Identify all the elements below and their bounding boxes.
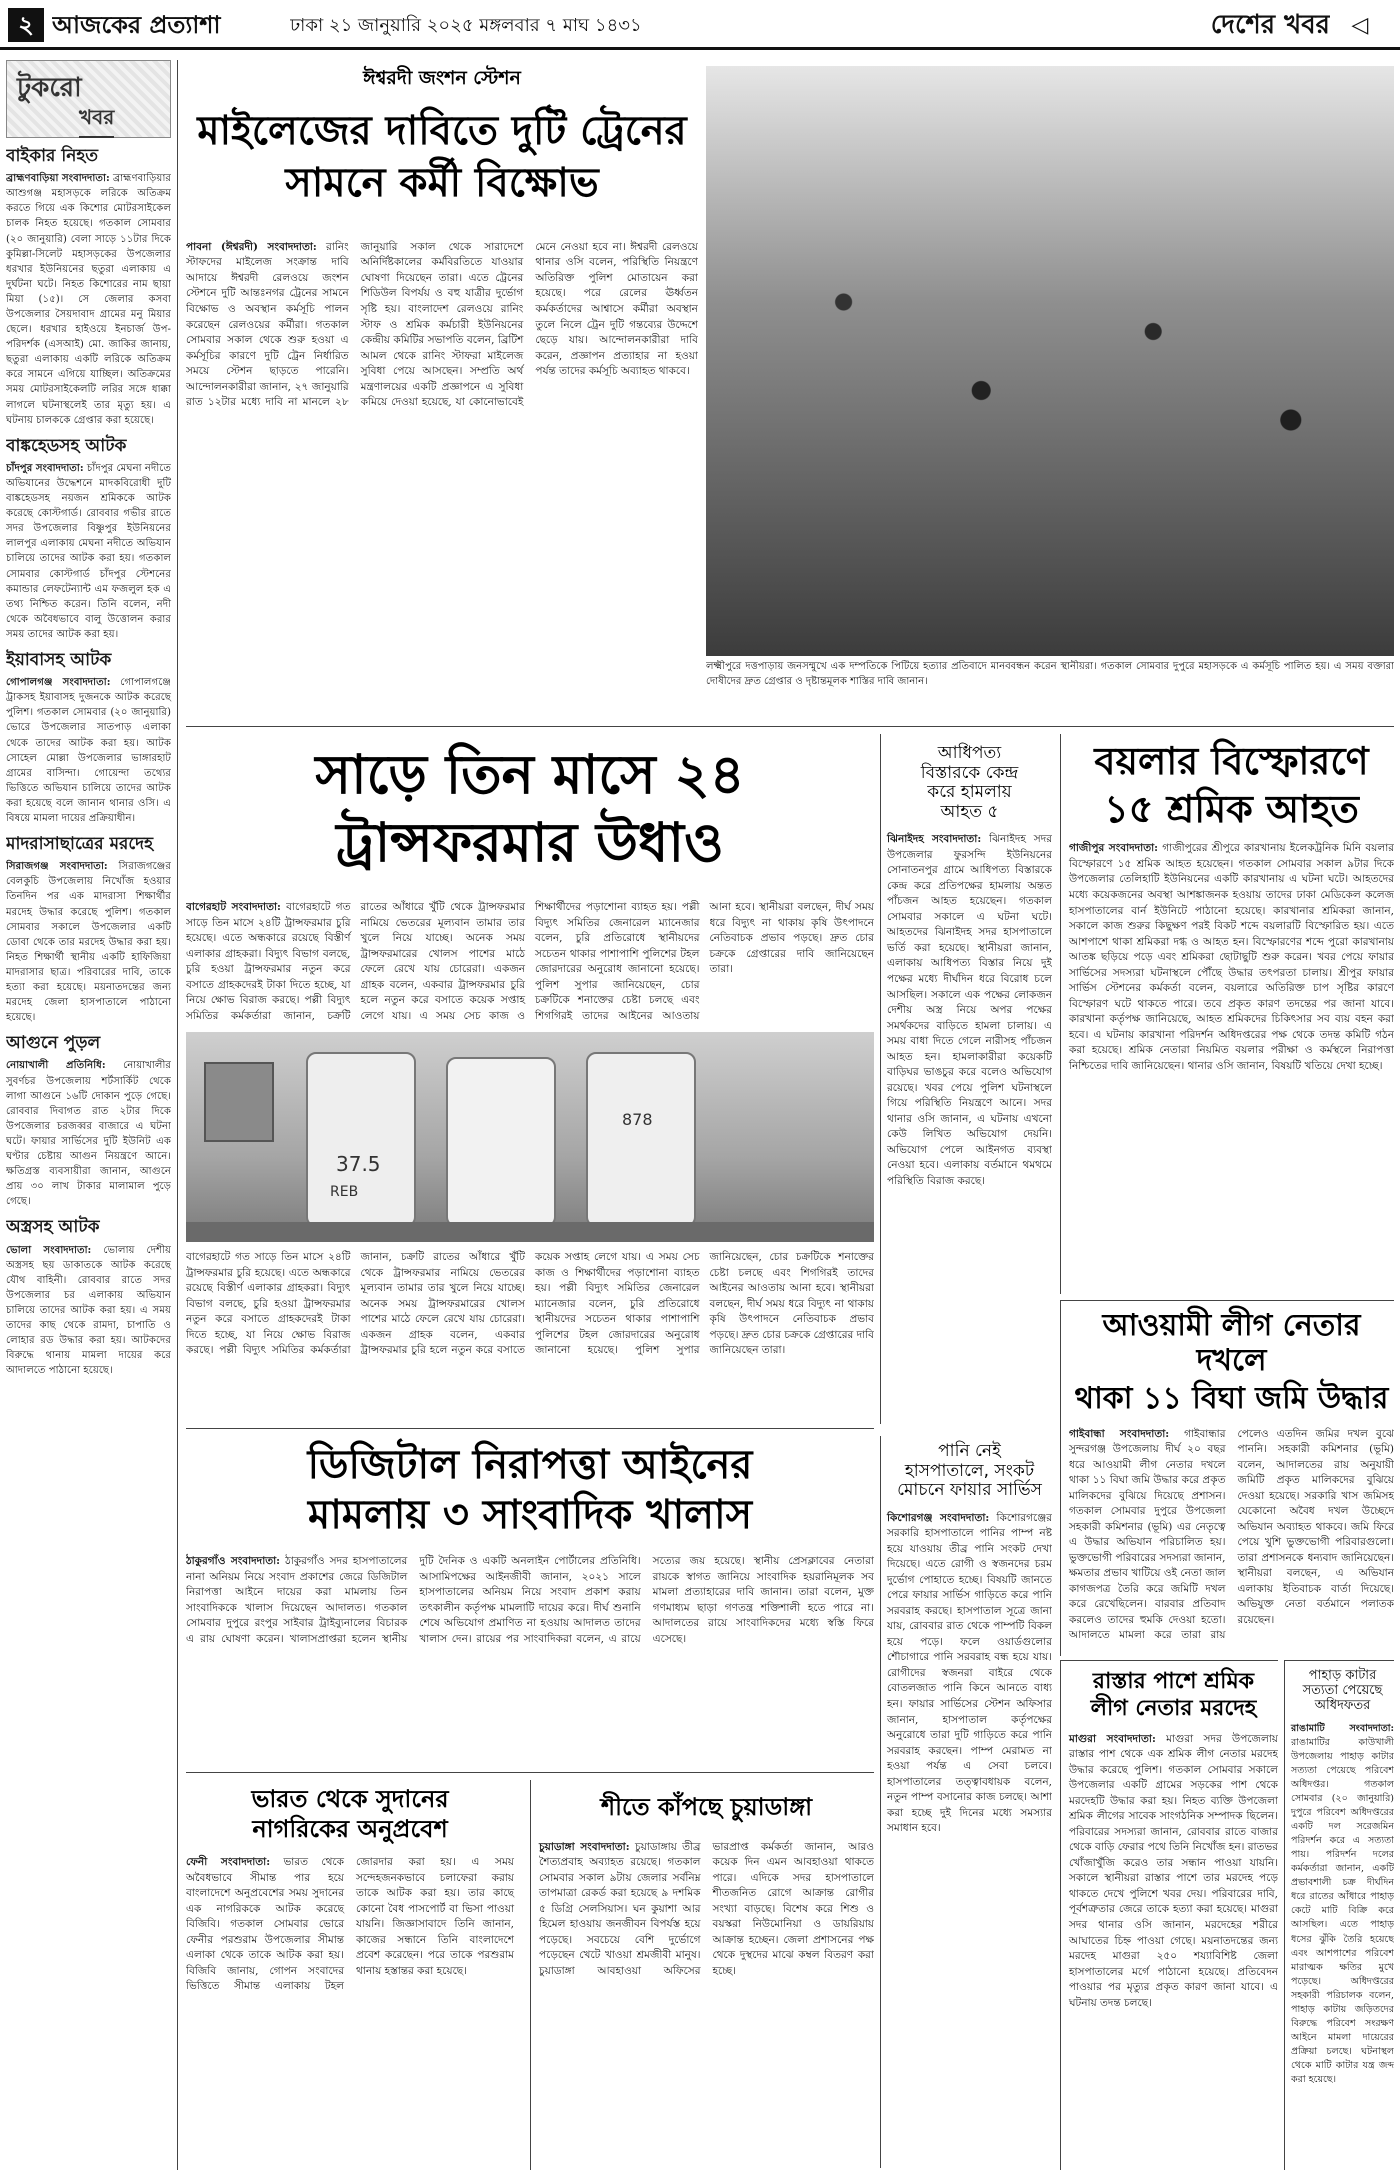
dateline: ঢাকা ২১ জানুয়ারি ২০২৫ মঙ্গলবার ৭ মাঘ ১৪৩১	[290, 15, 642, 36]
story6-text: কিশোরগঞ্জের সরকারি হাসপাতালে পানির পাম্প নষ্ট হয়ে যাওয়ায় তীব্র পানি সংকট দেখা দিয়েছে। এতে রোগী ও স্বজনদের চরম দুর্ভোগ পোহাতে হচ্ছে। বিষয়টি জানতে পেরে ফায়ার সার্ভিস গাড়িতে করে পানি সরবরাহ করছে। হাসপাতাল সূত্রে জানা যায়, রোববার রাত থেকে পাম্পটি বিকল হয়ে পড়ে। ফলে ওয়ার্ডগুলোর শৌচাগারে পানি সরবরাহ বন্ধ হয়ে যায়। রোগীদের স্বজনরা বাইরে থেকে বোতলজাত পানি কিনে আনতে বাধ্য হন। ফায়ার সার্ভিসের স্টেশন অফিসার জানান, হাসপাতাল কর্তৃপক্ষের অনুরোধে তারা দুটি গাড়িতে করে পানি সরবরাহ করছেন। পাম্প মেরামত না হওয়া পর্যন্ত এ সেবা চলবে। হাসপাতালের তত্ত্বাবধায়ক বলেন, নতুন পাম্প বসানোর কাজ চলছে। আশা করা হচ্ছে দুই দিনের মধ্যে সমস্যার সমাধান হবে।	[887, 1511, 1052, 1835]
story5-headline-1: ডিজিটাল নিরাপত্তা আইনের	[307, 1442, 753, 1488]
divider	[186, 1428, 874, 1429]
story3-body	[887, 832, 1052, 1189]
sidebar-item-text: গোপালগঞ্জে ট্রাকসহ ইয়াবাসহ দুজনকে আটক করেছে পুলিশ। গতকাল সোমবার (২০ জানুয়ারি) ভোরে উপজেলার সাতপাড় এলাকা থেকে তাদের আটক করা হয়। আটক সোহেল মোল্লা উপজেলার ভাঙ্গারহাট গ্রামের বাসিন্দা। গোয়েন্দা তথ্যের ভিত্তিতে অভিযান চালিয়ে তাদের আটক করা হয়েছে বলে জানান থানার ওসি। এ বিষয়ে মামলা দায়ের প্রক্রিয়াধীন।	[6, 677, 171, 825]
story1-body	[186, 240, 698, 640]
story4-body	[1069, 841, 1394, 1074]
bin-shape	[204, 1062, 274, 1142]
sidebar-item-title: আগুনে পুড়ল	[6, 1033, 101, 1054]
story11-byline: চুয়াডাঙ্গা সংবাদদাতা:	[539, 1840, 630, 1853]
sidebar-item-byline: চাঁদপুর সংবাদদাতা:	[6, 461, 84, 474]
story2-byline: বাগেরহাট সংবাদদাতা:	[186, 901, 281, 914]
sidebar-item-byline: সিরাজগঞ্জ সংবাদদাতা:	[6, 860, 108, 873]
transformer-1	[306, 1052, 416, 1227]
sidebar-item-body	[6, 461, 171, 642]
transformer-1-label: 37.5	[336, 1152, 381, 1177]
story8-body	[1069, 1732, 1278, 2012]
story2-text: বাগেরহাটে গত সাড়ে তিন মাসে ২৪টি ট্রান্সফরমার চুরি হয়েছে। এতে অন্ধকারে রয়েছে বিস্তীর্ণ এলাকার গ্রাহকরা। বিদ্যুৎ বিভাগ বলছে, চুরি হওয়া ট্রান্সফরমার নতুন করে বসাতে গ্রাহকদেরই টাকা দিতে হচ্ছে, যা নিয়ে ক্ষোভ বিরাজ করছে। পল্লী বিদ্যুৎ সমিতির কর্মকর্তারা জানান, চক্রটি রাতের আঁধারে খুঁটি থেকে ট্রান্সফরমার নামিয়ে ভেতরের মূল্যবান তামার তার খুলে নিয়ে যাচ্ছে। অনেক সময় ট্রান্সফরমারের খোলস পাশের মাঠে ফেলে রেখে যায় চোরেরা। একজন গ্রাহক বলেন, একবার ট্রান্সফরমার চুরি হলে নতুন করে বসাতে কয়েক সপ্তাহ লেগে যায়। এ সময় সেচ কাজ ও শিক্ষার্থীদের পড়াশোনা ব্যাহত হয়। পল্লী বিদ্যুৎ সমিতির জেনারেল ম্যানেজার বলেন, চুরি প্রতিরোধে স্থানীয়দের সচেতন থাকার পাশাপাশি পুলিশের টহল জোরদারের অনুরোধ জানানো হয়েছে। পুলিশ সুপার জানিয়েছেন, চোর চক্রটিকে শনাক্তের চেষ্টা চলছে এবং শিগগিরই তাদের আইনের আওতায় আনা হবে। স্থানীয়রা বলছেন, দীর্ঘ সময় ধরে বিদ্যুৎ না থাকায় কৃষি উৎপাদনে নেতিবাচক প্রভাব পড়ছে। দ্রুত চোর চক্রকে গ্রেপ্তারের দাবি জানিয়েছেন তারা।	[186, 901, 874, 1022]
arrow-left-icon: ◁	[1351, 13, 1369, 38]
story1-kicker: ঈশ্বরদী জংশন স্টেশন	[363, 67, 521, 89]
story-digital-security	[186, 1436, 874, 1768]
section-title: দেশের খবর	[1210, 10, 1330, 40]
story-chuadanga	[530, 1780, 874, 2170]
story11-headline-1: শীতে কাঁপছে চুয়াডাঙ্গা	[600, 1793, 813, 1821]
divider	[186, 1772, 874, 1773]
story7-headline-1: আওয়ামী লীগ নেতার দখলে	[1102, 1308, 1361, 1378]
story-jhenaidah	[880, 734, 1052, 1424]
sidebar-item-title: বাঙ্কহেডসহ আটক	[6, 435, 127, 456]
story4-headline-1: বয়লার বিস্ফোরণে	[1094, 739, 1369, 783]
story1-byline: পাবনা (ঈশ্বরদী) সংবাদদাতা:	[186, 240, 317, 253]
sidebar-logo-bottom: খবর	[79, 103, 114, 138]
sidebar-item-title: ইয়াবাসহ আটক	[6, 650, 112, 671]
story1-headline-1: মাইলেজের দাবিতে দুটি ট্রেনের	[197, 107, 687, 154]
story-ishwardi	[186, 60, 698, 720]
story11-text: চুয়াডাঙ্গায় তীব্র শৈত্যপ্রবাহ অব্যাহত রয়েছে। গতকাল সোমবার সকাল ৯টায় জেলার সর্বনিম্ন তাপমাত্রা রেকর্ড করা হয়েছে ৯ দশমিক ৫ ডিগ্রি সেলসিয়াস। ঘন কুয়াশা আর হিমেল হাওয়ায় জনজীবন বিপর্যস্ত হয়ে পড়েছে। সবচেয়ে বেশি দুর্ভোগে পড়েছেন খেটে খাওয়া শ্রমজীবী মানুষ। চুয়াডাঙ্গা আবহাওয়া অফিসের ভারপ্রাপ্ত কর্মকর্তা জানান, আরও কয়েক দিন এমন আবহাওয়া থাকতে পারে। এদিকে সদর হাসপাতালে শীতজনিত রোগে আক্রান্ত রোগীর সংখ্যা বাড়ছে। বিশেষ করে শিশু ও বয়স্করা নিউমোনিয়া ও ডায়রিয়ায় আক্রান্ত হচ্ছেন। জেলা প্রশাসনের পক্ষ থেকে দুস্থদের মাঝে কম্বল বিতরণ করা হচ্ছে।	[539, 1840, 874, 1977]
sidebar-item-text: নোয়াখালীর সুবর্ণচর উপজেলায় শর্টসার্কিট থেকে লাগা আগুনে ১৬টি দোকান পুড়ে গেছে। রোববার দিবাগত রাত ২টার দিকে উপজেলার চরজব্বর বাজারে এ ঘটনা ঘটে। ফায়ার সার্ভিসের দুটি ইউনিট এক ঘণ্টার চেষ্টায় আগুন নিয়ন্ত্রণে আনে। ক্ষতিগ্রস্ত ব্যবসায়ীরা জানান, আগুনে প্রায় ৩০ লাখ টাকার মালামাল পুড়ে গেছে।	[6, 1060, 171, 1208]
story10-headline-2: নাগরিকের অনুপ্রবেশ	[252, 1814, 448, 1843]
page-header	[0, 0, 1400, 50]
story1-text: রানিং স্টাফদের মাইলেজ সংক্রান্ত দাবি আদায়ে ঈশ্বরদী রেলওয়ে জংশন স্টেশনে দুটি আন্তঃনগর ট্রেনের সামনে বিক্ষোভ ও অবস্থান কর্মসূচি পালন করেছেন রেলওয়ের কর্মীরা। গতকাল সোমবার সকাল থেকে শুরু হওয়া এ কর্মসূচির কারণে দুটি ট্রেন নির্ধারিত সময়ে স্টেশন ছাড়তে পারেনি। আন্দোলনকারীরা জানান, ২৭ জানুয়ারি রাত ১২টার মধ্যে দাবি না মানলে ২৮ জানুয়ারি সকাল থেকে সারাদেশে অনির্দিষ্টকালের কর্মবিরতিতে যাওয়ার ঘোষণা দিয়েছেন তারা। এতে ট্রেনের শিডিউল বিপর্যয় ও বহু যাত্রীর দুর্ভোগ সৃষ্টি হয়। বাংলাদেশ রেলওয়ে রানিং স্টাফ ও শ্রমিক কর্মচারী ইউনিয়নের কেন্দ্রীয় কমিটির সভাপতি বলেন, ব্রিটিশ আমল থেকে রানিং স্টাফরা মাইলেজ সুবিধা পেয়ে আসছেন। সম্প্রতি অর্থ মন্ত্রণালয়ের একটি প্রজ্ঞাপনে এ সুবিধা কমিয়ে দেওয়া হয়েছে, যা কোনোভাবেই মেনে নেওয়া হবে না। ঈশ্বরদী রেলওয়ে থানার ওসি বলেন, পরিস্থিতি নিয়ন্ত্রণে অতিরিক্ত পুলিশ মোতায়েন করা হয়েছে। পরে রেলের ঊর্ধ্বতন কর্মকর্তাদের আশ্বাসে কর্মীরা অবস্থান তুলে নিলে ট্রেন দুটি গন্তব্যের উদ্দেশে ছেড়ে যায়। আন্দোলনকারীরা দাবি করেন, প্রজ্ঞাপন প্রত্যাহার না হওয়া পর্যন্ত তাদের কর্মসূচি অব্যাহত থাকবে।	[186, 240, 698, 409]
sidebar-item-text: ব্রাহ্মণবাড়িয়ার আশুগঞ্জ মহাসড়কে লরিকে অতিক্রম করতে গিয়ে এক কিশোর মোটরসাইকেল চালক নিহত হয়েছে। গতকাল সোমবার (২০ জানুয়ারি) বেলা সাড়ে ১১টার দিকে কুমিল্লা-সিলেট মহাসড়কের উপজেলার ধরখার ইউনিয়নের ছতুরা এলাকায় এ দুর্ঘটনা ঘটে। নিহত কিশোরের নাম ছায়া মিয়া (১৫)। সে জেলার কসবা উপজেলার সৈয়দাবাদ গ্রামের মনু মিয়ার ছেলে। ধরখার হাইওয়ে ইনচার্জ উপ-পরিদর্শক (এসআই) মো. জাকির জানায়, ছতুরা এলাকায় একটি লরিকে অতিক্রম করে সামনে এগিয়ে যাচ্ছিল। অতিক্রমের সময় মোটরসাইকেলটি লরির সঙ্গে ধাক্কা লাগলে ঘটনাস্থলেই তার মৃত্যু হয়। এ ঘটনায় চালককে গ্রেপ্তার করা হয়েছে।	[6, 173, 171, 426]
story10-body	[186, 1855, 514, 2165]
story8-byline: মাগুরা সংবাদদাতা:	[1069, 1732, 1156, 1745]
sidebar-news-item	[6, 832, 171, 1025]
sidebar-item-byline: গোপালগঞ্জ সংবাদদাতা:	[6, 676, 111, 689]
crowd-photo	[706, 66, 1394, 656]
page-number: ২	[8, 8, 44, 42]
story9-headline-3: অধিদফতর	[1314, 1697, 1371, 1713]
story9-headline-1: পাহাড় কাটার	[1308, 1668, 1377, 1683]
story7-byline: গাইবান্ধা সংবাদদাতা:	[1069, 1427, 1170, 1440]
sidebar-item-title: বাইকার নিহত	[6, 146, 99, 166]
sidebar-item-title: অস্ত্রসহ আটক	[6, 1217, 100, 1238]
sidebar-item-byline: নোয়াখালী প্রতিনিধি:	[6, 1059, 106, 1072]
story6-headline-3: মোচনে ফায়ার সার্ভিস	[897, 1480, 1042, 1501]
sidebar-item-body	[6, 859, 171, 1025]
story4-byline: গাজীপুর সংবাদদাতা:	[1069, 842, 1159, 855]
story3-headline-2: বিস্তারকে কেন্দ্র	[920, 762, 1019, 783]
ground	[186, 1222, 874, 1242]
story9-byline: রাঙামাটি সংবাদদাতা:	[1291, 1722, 1394, 1734]
story3-headline-1: আধিপত্য	[937, 743, 1002, 763]
story4-text: গাজীপুরের শ্রীপুরে কারখানায় ইলেকট্রনিক মিনি বয়লার বিস্ফোরণে ১৫ শ্রমিক আহত হয়েছেন। গতকাল সোমবার সকাল ৯টার দিকে উপজেলার তেলিহাটি ইউনিয়নের একটি কারখানায় এ ঘটনা ঘটে। আহতদের মধ্যে কয়েকজনের অবস্থা আশঙ্কাজনক হওয়ায় তাদের ঢাকা মেডিকেল কলেজ হাসপাতালের বার্ন ইউনিটে পাঠানো হয়েছে। কারখানার শ্রমিকরা জানান, সকালে কাজ শুরুর কিছুক্ষণ পরই বিকট শব্দে বয়লারটি বিস্ফোরিত হয়। এতে আশপাশে থাকা শ্রমিকরা দগ্ধ ও আহত হন। বিস্ফোরণের শব্দে পুরো কারখানায় আতঙ্ক ছড়িয়ে পড়ে এবং শ্রমিকরা ছোটাছুটি শুরু করেন। খবর পেয়ে ফায়ার সার্ভিসের সদস্যরা ঘটনাস্থলে পৌঁছে উদ্ধার তৎপরতা চালায়। শ্রীপুর ফায়ার সার্ভিস স্টেশনের কর্মকর্তা বলেন, বয়লারে অতিরিক্ত চাপ সৃষ্টির কারণে বিস্ফোরণ ঘটে থাকতে পারে। তবে প্রকৃত কারণ তদন্তের পর জানা যাবে। কারখানা কর্তৃপক্ষ জানিয়েছে, আহত শ্রমিকদের চিকিৎসার সব ব্যয় বহন করা হবে। এ ঘটনায় কারখানা পরিদর্শন অধিদপ্তরের পক্ষ থেকে তদন্ত কমিটি গঠন করা হয়েছে। শ্রমিক নেতারা নিয়মিত বয়লার পরীক্ষা ও কর্মস্থলে নিরাপত্তা নিশ্চিতের দাবি জানিয়েছেন। থানার ওসি জানান, বিষয়টি খতিয়ে দেখা হচ্ছে।	[1069, 842, 1394, 1072]
story-hill-cutting	[1284, 1660, 1394, 2170]
transformer-2	[446, 1057, 556, 1227]
sidebar-item-byline: ভোলা সংবাদদাতা:	[6, 1243, 92, 1256]
story6-headline-1: পানি নেই	[938, 1441, 1001, 1461]
story5-headline-2: মামলায় ৩ সাংবাদিক খালাস	[307, 1492, 752, 1538]
story5-byline: ঠাকুরগাঁও সংবাদদাতা:	[186, 1555, 281, 1567]
sidebar-news-list	[6, 144, 171, 1378]
story-transformer	[186, 734, 874, 1424]
transformer-3-label: 878	[622, 1110, 653, 1130]
sidebar-item-text: চাঁদপুর মেঘনা নদীতে অভিযানের উদ্ধেশনে মাদকবিরোধী দুটি বাঙ্কহেডসহ নয়জন শ্রমিককে আটক করেছে কোস্টগার্ড। রোববার গভীর রাতে সদর উপজেলার বিষ্ণুপুর ইউনিয়নের লালপুর এলাকায় মেঘনা নদীতে অভিযান চালিয়ে তাদের আটক করা হয়। গতকাল সোমবার কোস্টগার্ড চাঁদপুর স্টেশনের কমান্ডার লেফটেন্যান্ট এম ফজলুল হক এ তথ্য নিশ্চিত করেন। তিনি বলেন, নদী থেকে অবৈধভাবে বালু উত্তোলন করার সময় তাদের আটক করা হয়।	[6, 462, 171, 640]
story3-headline-4: আহত ৫	[940, 801, 999, 822]
story3-text: ঝিনাইদহ সদর উপজেলার ফুরসন্দি ইউনিয়নের সোনাতনপুর গ্রামে আধিপত্য বিস্তারকে কেন্দ্র করে প্রতিপক্ষের হামলায় অন্তত পাঁচজন আহত হয়েছেন। গতকাল সোমবার সকালে এ ঘটনা ঘটে। আহতদের ঝিনাইদহ সদর হাসপাতালে ভর্তি করা হয়েছে। স্থানীয়রা জানান, এলাকায় আধিপত্য বিস্তার নিয়ে দুই পক্ষের মধ্যে দীর্ঘদিন ধরে বিরোধ চলে আসছিল। সকালে এক পক্ষের লোকজন দেশীয় অস্ত্র নিয়ে অপর পক্ষের সমর্থকদের বাড়িতে হামলা চালায়। এ সময় বাধা দিতে গেলে নারীসহ পাঁচজন আহত হন। হামলাকারীরা কয়েকটি বাড়িঘর ভাঙচুর করে বলেও অভিযোগ রয়েছে। খবর পেয়ে পুলিশ ঘটনাস্থলে গিয়ে পরিস্থিতি নিয়ন্ত্রণে আনে। সদর থানার ওসি জানান, এ ঘটনায় এখনো কেউ লিখিত অভিযোগ দেয়নি। অভিযোগ পেলে আইনগত ব্যবস্থা নেওয়া হবে। এলাকায় বর্তমানে থমথমে পরিস্থিতি বিরাজ করছে।	[887, 833, 1052, 1187]
story10-text: ভারত থেকে অবৈধভাবে সীমান্ত পার হয়ে বাংলাদেশে অনুপ্রবেশের সময় সুদানের এক নাগরিককে আটক করেছে বিজিবি। গতকাল সোমবার ভোরে ফেনীর পরশুরাম উপজেলার সীমান্ত এলাকা থেকে তাকে আটক করা হয়। বিজিবি জানায়, গোপন সংবাদের ভিত্তিতে সীমান্ত এলাকায় টহল জোরদার করা হয়। এ সময় সন্দেহজনকভাবে চলাফেরা করায় তাকে আটক করা হয়। তার কাছে কোনো বৈধ পাসপোর্ট বা ভিসা পাওয়া যায়নি। জিজ্ঞাসাবাদে তিনি জানান, কাজের সন্ধানে তিনি বাংলাদেশে প্রবেশ করেছেন। পরে তাকে পরশুরাম থানায় হস্তান্তর করা হয়েছে।	[186, 1856, 514, 1993]
sidebar-logo-top: টুকরো	[17, 73, 82, 103]
story10-headline-1: ভারত থেকে সুদানের	[251, 1785, 449, 1813]
divider	[186, 726, 1394, 727]
story2-body-top	[186, 900, 874, 1026]
sidebar-item-body	[6, 1243, 171, 1379]
story1-headline-2: সামনে কর্মী বিক্ষোভ	[285, 159, 599, 206]
story-magura	[1060, 1660, 1278, 2170]
story10-byline: ফেনী সংবাদদাতা:	[186, 1856, 271, 1869]
story9-text: রাঙামাটির কাউখালী উপজেলায় পাহাড় কাটার সত্যতা পেয়েছে পরিবেশ অধিদপ্তর। গতকাল সোমবার (২০ জানুয়ারি) দুপুরে পরিবেশ অধিদপ্তরের একটি দল সরেজমিন পরিদর্শন করে এ সত্যতা পায়। পরিদর্শন দলের কর্মকর্তারা জানান, একটি প্রভাবশালী চক্র দীর্ঘদিন ধরে রাতের আঁধারে পাহাড় কেটে মাটি বিক্রি করে আসছিল। এতে পাহাড় ধসের ঝুঁকি তৈরি হয়েছে এবং আশপাশের পরিবেশ মারাত্মক ক্ষতির মুখে পড়েছে। অধিদপ্তরের সহকারী পরিচালক বলেন, পাহাড় কাটায় জড়িতদের বিরুদ্ধে পরিবেশ সংরক্ষণ আইনে মামলা দায়েরের প্রক্রিয়া চলছে। ঘটনাস্থল থেকে মাটি কাটার যন্ত্র জব্দ করা হয়েছে।	[1291, 1736, 1394, 2085]
story2-text-cont: বাগেরহাটে গত সাড়ে তিন মাসে ২৪টি ট্রান্সফরমার চুরি হয়েছে। এতে অন্ধকারে রয়েছে বিস্তীর্ণ এলাকার গ্রাহকরা। বিদ্যুৎ বিভাগ বলছে, চুরি হওয়া ট্রান্সফরমার নতুন করে বসাতে গ্রাহকদেরই টাকা দিতে হচ্ছে, যা নিয়ে ক্ষোভ বিরাজ করছে। পল্লী বিদ্যুৎ সমিতির কর্মকর্তারা জানান, চক্রটি রাতের আঁধারে খুঁটি থেকে ট্রান্সফরমার নামিয়ে ভেতরের মূল্যবান তামার তার খুলে নিয়ে যাচ্ছে। অনেক সময় ট্রান্সফরমারের খোলস পাশের মাঠে ফেলে রেখে যায় চোরেরা। একজন গ্রাহক বলেন, একবার ট্রান্সফরমার চুরি হলে নতুন করে বসাতে কয়েক সপ্তাহ লেগে যায়। এ সময় সেচ কাজ ও শিক্ষার্থীদের পড়াশোনা ব্যাহত হয়। পল্লী বিদ্যুৎ সমিতির জেনারেল ম্যানেজার বলেন, চুরি প্রতিরোধে স্থানীয়দের সচেতন থাকার পাশাপাশি পুলিশের টহল জোরদারের অনুরোধ জানানো হয়েছে। পুলিশ সুপার জানিয়েছেন, চোর চক্রটিকে শনাক্তের চেষ্টা চলছে এবং শিগগিরই তাদের আইনের আওতায় আনা হবে। স্থানীয়রা বলছেন, দীর্ঘ সময় ধরে বিদ্যুৎ না থাকায় কৃষি উৎপাদনে নেতিবাচক প্রভাব পড়ছে। দ্রুত চোর চক্রকে গ্রেপ্তারের দাবি জানিয়েছেন তারা।	[186, 1251, 874, 1357]
sidebar-item-body	[6, 1058, 171, 1209]
story6-headline-2: হাসপাতালে, সংকট	[904, 1460, 1035, 1481]
story2-body-bottom	[186, 1250, 874, 1400]
story4-headline-2: ১৫ শ্রমিক আহত	[1104, 786, 1359, 831]
story2-headline-2: ট্রান্সফরমার উধাও	[336, 811, 724, 875]
story9-headline-2: সত্যতা পেয়েছে	[1302, 1682, 1383, 1698]
sidebar-news-item	[6, 144, 171, 428]
transformer-photo	[186, 1032, 874, 1242]
story3-headline-3: করে হামলায়	[927, 782, 1012, 803]
sidebar-item-text: সিরাজগঞ্জের বেলকুচি উপজেলায় নিখোঁজ হওয়ার তিনদিন পর এক মাদরাসা শিক্ষার্থীর মরদেহ উদ্ধার করেছে পুলিশ। গতকাল সোমবার সকালে উপজেলার একটি ডোবা থেকে তার মরদেহ উদ্ধার করা হয়। নিহত শিক্ষার্থী স্থানীয় একটি হাফিজিয়া মাদরাসার ছাত্র। পরিবারের দাবি, তাকে হত্যা করা হয়েছে। ময়নাতদন্তের জন্য মরদেহ জেলা হাসপাতালে পাঠানো হয়েছে।	[6, 861, 171, 1024]
transformer-3	[586, 1052, 696, 1227]
sidebar-news-item	[6, 648, 171, 826]
story8-text: মাগুরা সদর উপজেলায় রাস্তার পাশ থেকে এক শ্রমিক লীগ নেতার মরদেহ উদ্ধার করেছে পুলিশ। গতকাল সোমবার সকালে উপজেলার একটি গ্রামের সড়কের পাশ থেকে মরদেহটি উদ্ধার করা হয়। নিহত ব্যক্তি উপজেলা শ্রমিক লীগের সাবেক সাংগঠনিক সম্পাদক ছিলেন। পরিবারের সদস্যরা জানান, রোববার রাতে বাজার থেকে বাড়ি ফেরার পথে তিনি নিখোঁজ হন। রাতভর খোঁজাখুঁজি করেও তার সন্ধান পাওয়া যায়নি। সকালে স্থানীয়রা রাস্তার পাশে তার মরদেহ পড়ে থাকতে দেখে পুলিশে খবর দেয়। পরিবারের দাবি, পূর্বশত্রুতার জেরে তাকে হত্যা করা হয়েছে। মাগুরা সদর থানার ওসি জানান, মরদেহের শরীরে আঘাতের চিহ্ন পাওয়া গেছে। ময়নাতদন্তের জন্য মরদেহ মাগুরা ২৫০ শয্যাবিশিষ্ট জেলা হাসপাতালের মর্গে পাঠানো হয়েছে। প্রতিবেদন পাওয়ার পর মৃত্যুর প্রকৃত কারণ জানা যাবে। এ ঘটনায় তদন্ত চলছে।	[1069, 1732, 1278, 2009]
story6-byline: কিশোরগঞ্জ সংবাদদাতা:	[887, 1511, 990, 1524]
sidebar-news-item	[6, 1215, 171, 1378]
story2-headline-1: সাড়ে তিন মাসে ২৪	[315, 743, 745, 806]
transformer-1-mark: REB	[330, 1184, 359, 1201]
story-hospital-water	[880, 1436, 1052, 2168]
story6-body	[887, 1511, 1052, 1837]
sidebar-news-item	[6, 434, 171, 642]
story7-text: গাইবান্ধার সুন্দরগঞ্জ উপজেলায় দীর্ঘ ২০ বছর ধরে আওয়ামী লীগ নেতার দখলে থাকা ১১ বিঘা জমি উদ্ধার করে প্রকৃত মালিকদের বুঝিয়ে দিয়েছে প্রশাসন। গতকাল সোমবার দুপুরে উপজেলা সহকারী কমিশনার (ভূমি) এর নেতৃত্বে এ উদ্ধার অভিযান পরিচালিত হয়। ভুক্তভোগী পরিবারের সদস্যরা জানান, ক্ষমতার প্রভাব খাটিয়ে ওই নেতা জাল কাগজপত্র তৈরি করে জমিটি দখল করে রেখেছিলেন। বারবার প্রতিবাদ করলেও তাদের হুমকি দেওয়া হতো। আদালতে মামলা করে তারা রায় পেলেও এতদিন জমির দখল বুঝে পাননি। সহকারী কমিশনার (ভূমি) বলেন, আদালতের রায় অনুযায়ী জমিটি প্রকৃত মালিকদের বুঝিয়ে দেওয়া হয়েছে। সরকারি খাস জমিসহ যেকোনো অবৈধ দখল উচ্ছেদে অভিযান অব্যাহত থাকবে। জমি ফিরে পেয়ে খুশি ভুক্তভোগী পরিবারগুলো। তারা প্রশাসনকে ধন্যবাদ জানিয়েছেন। স্থানীয়রা বলছেন, এ অভিযান এলাকায় ইতিবাচক বার্তা দিয়েছে। অভিযুক্ত নেতা বর্তমানে পলাতক রয়েছেন।	[1069, 1427, 1394, 1642]
sidebar-item-title: মাদরাসাছাত্রের মরদেহ	[6, 834, 154, 855]
story8-headline-2: লীগ নেতার মরদেহ	[1090, 1696, 1257, 1722]
story9-body	[1291, 1722, 1394, 2087]
story-sudan	[186, 1780, 522, 2170]
story7-headline-2: থাকা ১১ বিঘা জমি উদ্ধার	[1074, 1381, 1389, 1416]
story11-body	[539, 1840, 874, 2160]
sidebar-column	[6, 60, 178, 2170]
story-land-recovery	[1060, 1300, 1394, 1656]
sidebar-item-byline: ব্রাহ্মণবাড়িয়া সংবাদদাতা:	[6, 172, 110, 185]
story7-body	[1069, 1427, 1394, 1657]
sidebar-item-body	[6, 171, 171, 428]
story8-headline-1: রাস্তার পাশে শ্রমিক	[1092, 1669, 1255, 1694]
sidebar-logo	[6, 60, 171, 138]
story5-text: ঠাকুরগাঁও সদর হাসপাতালের নানা অনিয়ম নিয়ে সংবাদ প্রকাশের জেরে ডিজিটাল নিরাপত্তা আইনে দায়ের করা মামলায় তিন সাংবাদিককে খালাস দিয়েছেন আদালত। গতকাল সোমবার দুপুরে রংপুর সাইবার ট্রাইব্যুনালের বিচারক এ রায় ঘোষণা করেন। খালাসপ্রাপ্তরা হলেন স্থানীয় দুটি দৈনিক ও একটি অনলাইন পোর্টালের প্রতিনিধি। আসামিপক্ষের আইনজীবী জানান, ২০২১ সালে হাসপাতালের অনিয়ম নিয়ে সংবাদ প্রকাশ করায় তৎকালীন কর্তৃপক্ষ মামলাটি দায়ের করে। দীর্ঘ শুনানি শেষে অভিযোগ প্রমাণিত না হওয়ায় আদালত তাদের খালাস দেন। রায়ের পর সাংবাদিকরা বলেন, এ রায়ে সত্যের জয় হয়েছে। স্থানীয় প্রেসক্লাবের নেতারা রায়কে স্বাগত জানিয়ে সাংবাদিক হয়রানিমূলক সব মামলা প্রত্যাহারের দাবি জানান। তারা বলেন, মুক্ত গণমাধ্যম ছাড়া গণতন্ত্র শক্তিশালী হতে পারে না। আদালতের রায়ে সাংবাদিকদের মধ্যে স্বস্তি ফিরে এসেছে।	[186, 1555, 874, 1645]
story3-byline: ঝিনাইদহ সংবাদদাতা:	[887, 833, 982, 846]
sidebar-item-text: ভোলায় দেশীয় অস্ত্রসহ ছয় ডাকাতকে আটক করেছে যৌথ বাহিনী। রোববার রাতে সদর উপজেলার চর এলাকায় অভিযান চালিয়ে তাদের আটক করা হয়। এ সময় তাদের কাছ থেকে রামদা, চাপাতি ও লোহার রড উদ্ধার করা হয়। আটকদের বিরুদ্ধে থানায় মামলা দায়ের করে আদালতে পাঠানো হয়েছে।	[6, 1244, 171, 1377]
sidebar-news-item	[6, 1031, 171, 1209]
story-boiler	[1060, 734, 1394, 1294]
masthead-logo: আজকের প্রত্যাশা	[52, 11, 221, 39]
sidebar-item-body	[6, 675, 171, 826]
photo1-caption: লক্ষ্মীপুরে দত্তপাড়ায় জনসম্মুখে এক দম্পতিকে পিটিয়ে হত্যার প্রতিবাদে মানববন্ধন করেন স্থানীয়রা। গতকাল সোমবার দুপুরে মহাসড়কে এ কর্মসূচি পালিত হয়। এ সময় বক্তারা দোষীদের দ্রুত গ্রেপ্তার ও দৃষ্টান্তমূলক শাস্তির দাবি জানান।	[706, 661, 1394, 687]
story5-body	[186, 1554, 874, 1766]
